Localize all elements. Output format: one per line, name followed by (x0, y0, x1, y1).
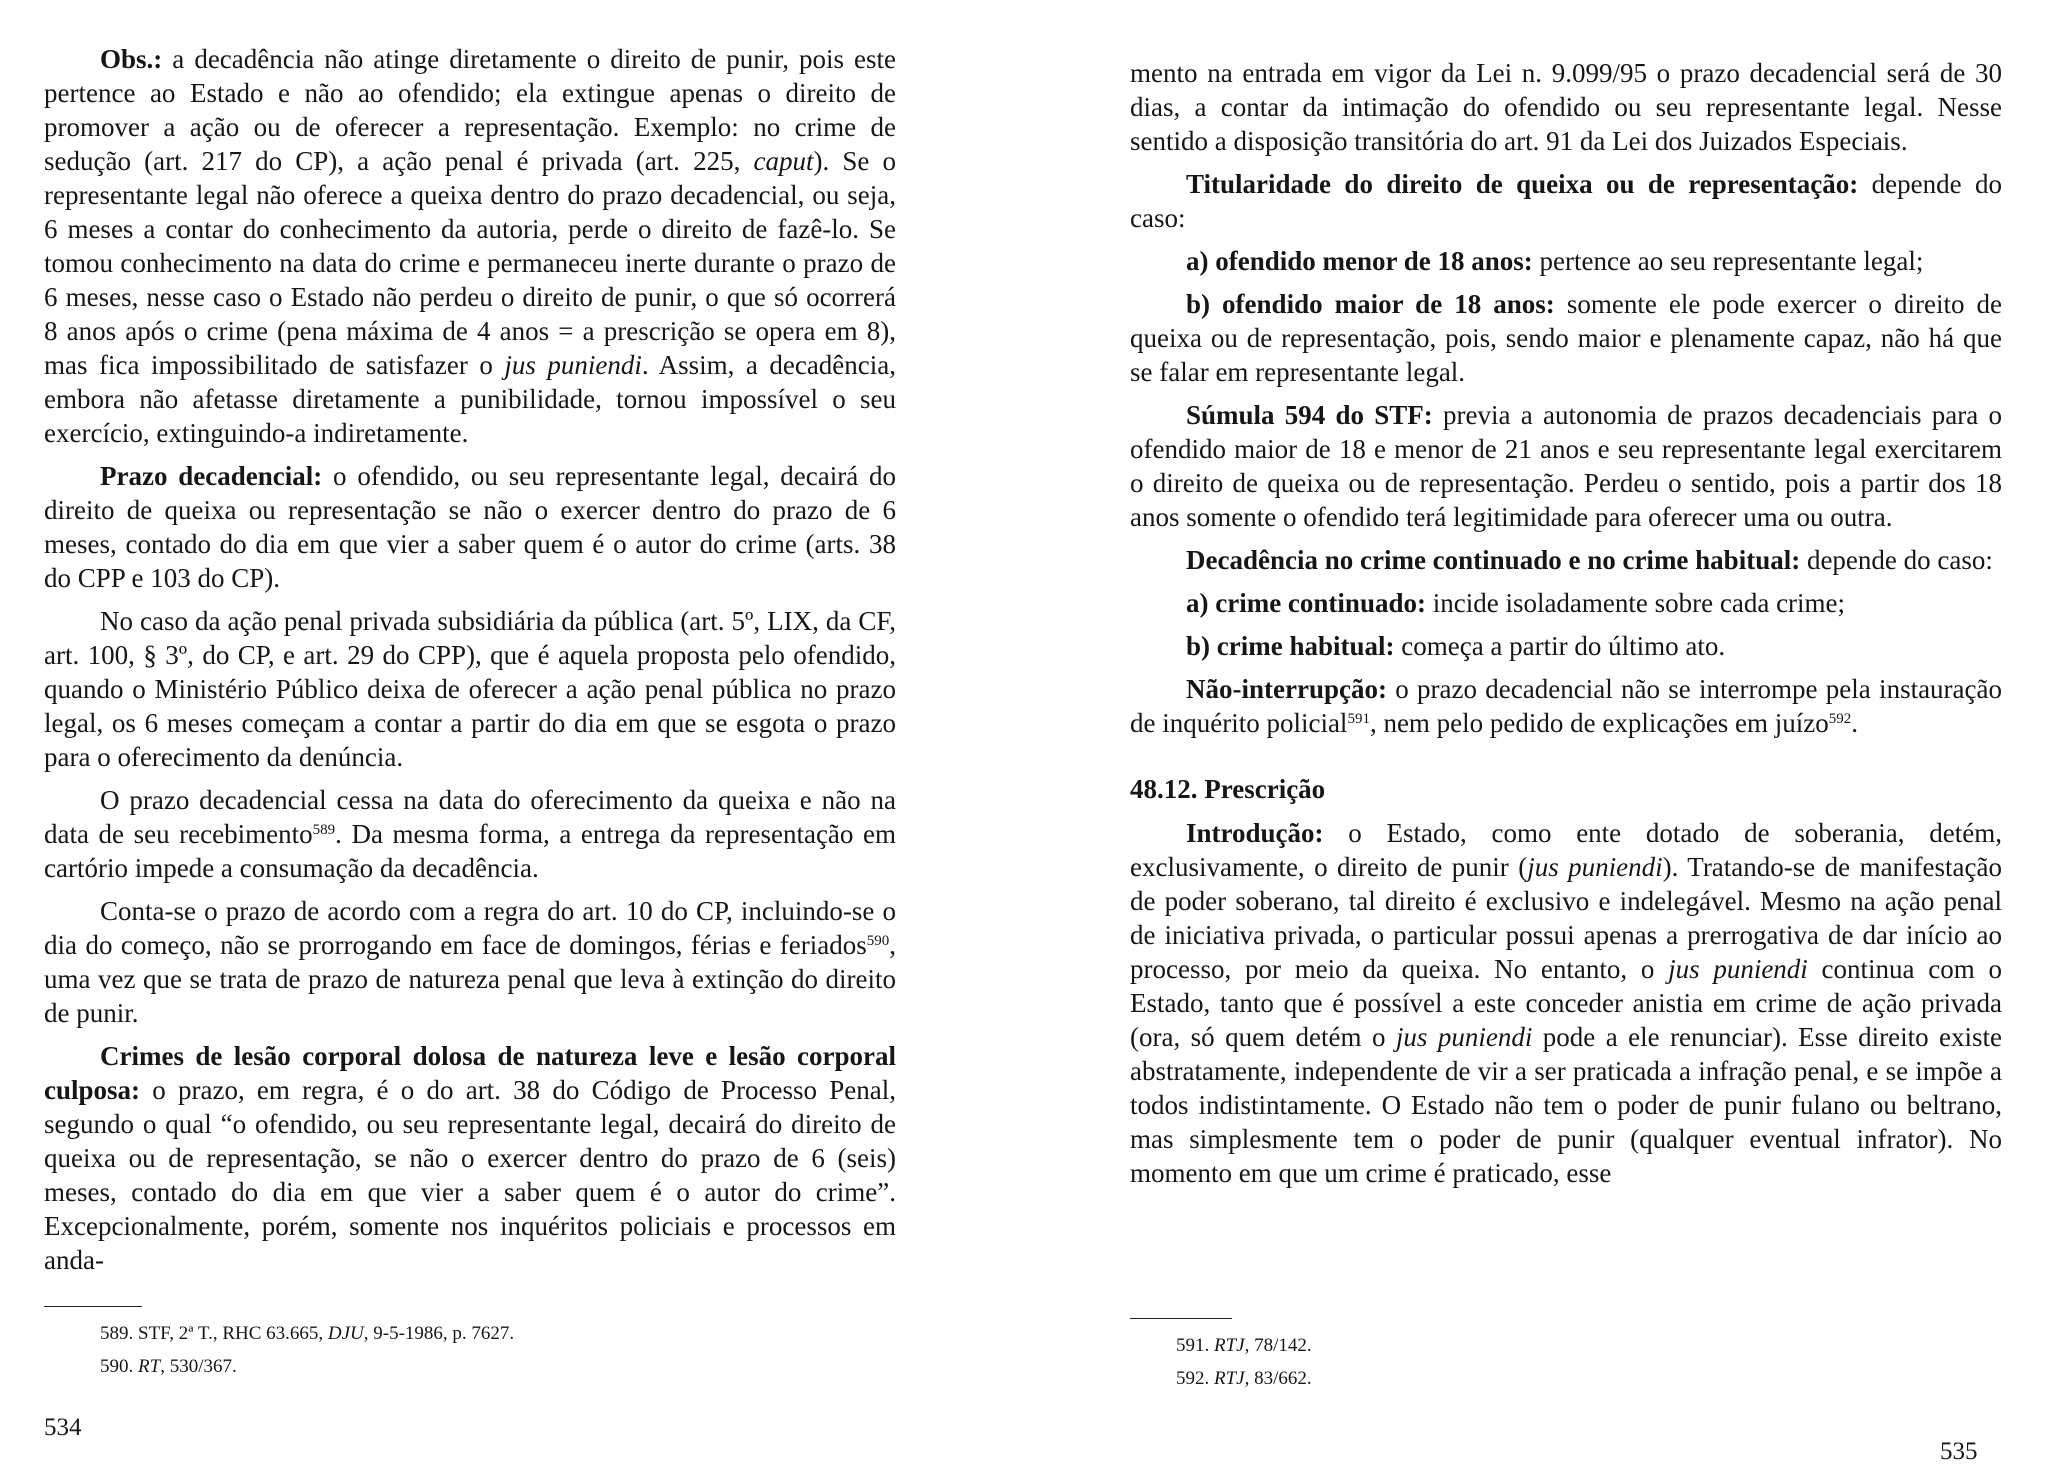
obs-lead: Obs.: (100, 44, 163, 74)
decadencia-crime-lead: Decadência no crime continuado e no crime habitual: (1186, 545, 1801, 575)
sumula-594-lead: Súmula 594 do STF: (1186, 400, 1433, 430)
lesao-corporal-lead: Crimes de lesão corporal dolosa de natureza leve e lesão corporal culposa: (44, 1041, 896, 1105)
decadencia-crime-paragraph: Decadência no crime continuado e no crime habitual: depende do caso: (1186, 545, 1993, 575)
acao-subsidiaria-paragraph: No caso da ação penal privada subsidiária da pública (art. 5º, LIX, da CF, art. 100, § 3º, do CP, e art. 29 do CPP), que é aquela proposta pelo ofendido, quando o Ministério Público deixa de oferecer a ação penal pública no prazo legal, os 6 meses começam a contar a partir do dia em que se esgota o prazo para o oferecimento da denúncia. (44, 606, 896, 772)
footnote-divider (44, 1306, 142, 1307)
nao-interrupcao-paragraph: Não-interrupção: o prazo decadencial não se interrompe pela instauração de inquérito policial$^{591}$, nem pelo pedido de explicações em juízo$^{592}$. (1130, 674, 2002, 738)
introducao-lead: Introdução: (1186, 818, 1324, 848)
prazo-cessa-paragraph: O prazo decadencial cessa na data do oferecimento da queixa e não na data de seu recebimento$^{589}$. Da mesma forma, a entrega da representação em cartório impede a consumação da decadência. (44, 785, 896, 883)
ofendido-menor-item: a) ofendido menor de 18 anos: pertence ao seu representante legal; (1186, 246, 1924, 276)
prazo-decadencial-paragraph: Prazo decadencial: o ofendido, ou seu representante legal, decairá do direito de queixa ou representação se não o exercer dentro do prazo de 6 meses, contado do dia em que vier a saber quem é o autor do crime (arts. 38 do CPP e 103 do CP). (44, 461, 896, 593)
crime-continuado-item: a) crime continuado: incide isoladamente sobre cada crime; (1186, 588, 1846, 618)
titularidade-paragraph: Titularidade do direito de queixa ou de representação: depende do caso: (1130, 169, 2002, 233)
footnote-592: 592. RTJ, 83/662. (1176, 1368, 1312, 1389)
prazo-decadencial-lead: Prazo decadencial: (100, 461, 323, 491)
nao-interrupcao-lead: Não-interrupção: (1186, 674, 1387, 704)
footnote-ref-591[interactable]: 591 (1347, 711, 1370, 727)
left-text-column (44, 42, 896, 1277)
crime-habitual-item: b) crime habitual: começa a partir do último ato. (1186, 631, 1726, 661)
footnote-ref-589[interactable]: 589 (312, 822, 336, 838)
footnote-589: 589. STF, 2ª T., RHC 63.665, DJU, 9-5-1986, p. 7627. (100, 1323, 515, 1344)
footnote-590: 590. RT, 530/367. (100, 1356, 237, 1377)
section-heading-prescricao: 48.12. Prescrição (1130, 774, 1326, 804)
right-text-column (1130, 56, 2002, 1190)
lesao-corporal-paragraph: Crimes de lesão corporal dolosa de natureza leve e lesão corporal culposa: o prazo, em regra, é o do art. 38 do Código de Processo Penal, segundo o qual “o ofendido, ou seu representante legal, decairá do direito de queixa ou de representação, se não o exercer dentro do prazo de 6 (seis) meses, contado do dia em que vier a saber quem é o autor do crime”. Excepcionalmente, porém, somente nos inquéritos policiais e processos em anda- (44, 1041, 896, 1275)
titularidade-lead: Titularidade do direito de queixa ou de representação: (1186, 169, 1859, 199)
footnote-ref-592[interactable]: 592 (1828, 711, 1852, 727)
page-number-left: 534 (44, 1414, 82, 1441)
footnote-divider (1130, 1318, 1232, 1319)
contagem-prazo-paragraph: Conta-se o prazo de acordo com a regra do art. 10 do CP, incluindo-se o dia do começo, não se prorrogando em face de domingos, férias e feriados$^{590}$, uma vez que se trata de prazo de natureza penal que leva à extinção do direito de punir. (44, 896, 896, 1028)
sumula-594-paragraph: Súmula 594 do STF: previa a autonomia de prazos decadenciais para o ofendido maior de 18 e menor de 21 anos e seu representante legal exercitarem o direito de queixa ou de representação. Perdeu o sentido, pois a partir dos 18 anos somente o ofendido terá legitimidade para oferecer uma ou outra. (1130, 400, 2002, 532)
ofendido-maior-item: b) ofendido maior de 18 anos: somente ele pode exercer o direito de queixa ou de representação, pois, sendo maior e plenamente capaz, não há que se falar em representante legal. (1130, 289, 2002, 387)
footnote-591: 591. RTJ, 78/142. (1176, 1335, 1312, 1356)
footnote-ref-590[interactable]: 590 (866, 933, 890, 949)
introducao-paragraph: Introdução: o Estado, como ente dotado de soberania, detém, exclusivamente, o direito de punir (jus puniendi). Tratando-se de manifestação de poder soberano, tal direito é exclusivo e indelegável. Mesmo na ação penal de iniciativa privada, o particular possui apenas a prerrogativa de dar início ao processo, por meio da queixa. No entanto, o jus puniendi continua com o Estado, tanto que é possível a este conceder anistia em crime de ação privada (ora, só quem detém o jus puniendi pode a ele renunciar). Esse direito existe abstratamente, independente de vir a ser praticada a infração penal, e se impõe a todos indistintamente. O Estado não tem o poder de punir fulano ou beltrano, mas simplesmente tem o poder de punir (qualquer eventual infrator). No momento em que um crime é praticado, esse (1130, 818, 2003, 1188)
continuation-paragraph: mento na entrada em vigor da Lei n. 9.099/95 o prazo decadencial será de 30 dias, a contar da intimação do ofendido ou seu representante legal. Nesse sentido a disposição transitória do art. 91 da Lei dos Juizados Especiais. (1130, 58, 2002, 156)
obs-paragraph: Obs.: a decadência não atinge diretamente o direito de punir, pois este pertence ao Estado e não ao ofendido; ela extingue apenas o direito de promover a ação ou de oferecer a representação. Exemplo: no crime de sedução (art. 217 do CP), a ação penal é privada (art. 225, caput). Se o representante legal não oferece a queixa dentro do prazo decadencial, ou seja, 6 meses a contar do conhecimento da autoria, perde o direito de fazê-lo. Se tomou conhecimento na data do crime e permaneceu inerte durante o prazo de 6 meses, nesse caso o Estado não perdeu o direito de punir, o que só ocorrerá 8 anos após o crime (pena máxima de 4 anos = a prescrição se opera em 8), mas fica impossibilitado de satisfazer o jus puniendi. Assim, a decadência, embora não afetasse diretamente a punibilidade, tornou impossível o seu exercício, extinguindo-a indiretamente. (44, 44, 897, 448)
page-number-right: 535 (1940, 1438, 1978, 1465)
